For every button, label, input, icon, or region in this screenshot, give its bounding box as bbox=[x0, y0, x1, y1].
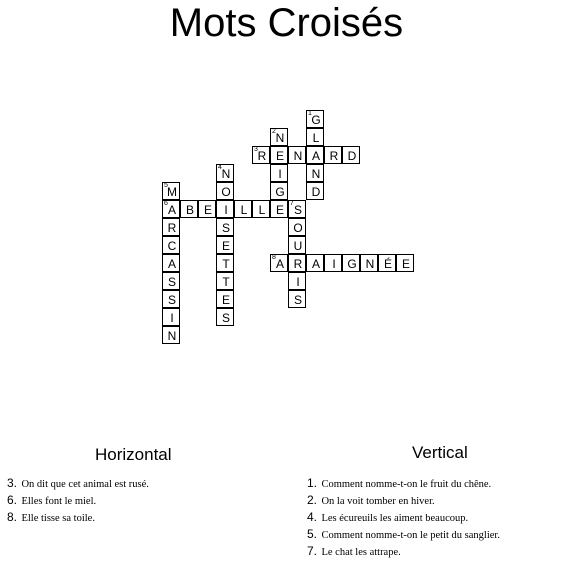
grid-cell[interactable] bbox=[288, 218, 306, 236]
cell-letter: S bbox=[221, 311, 230, 325]
clue-text: Le chat les attrape. bbox=[321, 547, 401, 558]
clue-number-label: 4 bbox=[218, 164, 222, 171]
grid-cell[interactable] bbox=[270, 182, 288, 200]
grid-cell[interactable] bbox=[288, 272, 306, 290]
across-clue bbox=[7, 491, 149, 508]
grid-cell[interactable] bbox=[306, 146, 324, 164]
grid-cell[interactable] bbox=[252, 200, 270, 218]
cell-letter: S bbox=[167, 293, 176, 307]
cell-letter: A bbox=[167, 257, 176, 271]
cell-letter: O bbox=[221, 185, 231, 199]
down-clue-list bbox=[307, 474, 500, 559]
grid-cell[interactable] bbox=[288, 254, 306, 272]
clue-number-label: 5 bbox=[164, 182, 168, 189]
grid-cell[interactable] bbox=[216, 308, 234, 326]
clue-number-label: 3 bbox=[254, 146, 258, 153]
cell-letter: U bbox=[293, 239, 303, 253]
grid-cell[interactable] bbox=[162, 200, 180, 218]
down-clue bbox=[307, 491, 500, 508]
clue-number: 6. bbox=[7, 493, 18, 507]
clue-number-label: 6 bbox=[164, 200, 168, 207]
clue-text: Elle tisse sa toile. bbox=[21, 513, 95, 524]
cell-letter: A bbox=[167, 203, 176, 217]
puzzle-title: Mots Croisés bbox=[169, 1, 404, 45]
grid-cell[interactable] bbox=[306, 254, 324, 272]
cell-letter: T bbox=[222, 275, 230, 289]
grid-cell[interactable] bbox=[342, 146, 360, 164]
cell-letter: I bbox=[332, 257, 336, 271]
clue-number: 8. bbox=[7, 510, 18, 524]
grid-cell[interactable] bbox=[162, 182, 180, 200]
cell-letter: C bbox=[167, 239, 177, 253]
grid-cell[interactable] bbox=[288, 200, 306, 218]
grid-cell[interactable] bbox=[162, 326, 180, 344]
grid-cell[interactable] bbox=[216, 182, 234, 200]
cell-letter: I bbox=[170, 311, 174, 325]
grid-cell[interactable] bbox=[324, 146, 342, 164]
clue-number-label: 7 bbox=[290, 200, 294, 207]
clue-text: On la voit tomber en hiver. bbox=[321, 496, 435, 507]
cell-letter: S bbox=[293, 293, 302, 307]
grid-cell[interactable] bbox=[216, 290, 234, 308]
grid-cell[interactable] bbox=[270, 128, 288, 146]
cell-letter: E bbox=[401, 257, 410, 271]
clue-text: On dit que cet animal est rusé. bbox=[21, 479, 149, 490]
cell-letter: S bbox=[293, 203, 302, 217]
cell-letter: A bbox=[311, 257, 320, 271]
cell-letter: L bbox=[240, 203, 248, 217]
down-clue bbox=[307, 474, 500, 491]
grid-cell[interactable] bbox=[162, 290, 180, 308]
grid-cell[interactable] bbox=[162, 308, 180, 326]
grid-cell[interactable] bbox=[378, 254, 396, 272]
grid-cell[interactable] bbox=[216, 236, 234, 254]
grid-cell[interactable] bbox=[306, 128, 324, 146]
clue-number: 5. bbox=[307, 527, 318, 541]
across-heading: Horizontal bbox=[95, 445, 172, 464]
across-clue bbox=[7, 508, 149, 525]
grid-cell[interactable] bbox=[216, 200, 234, 218]
grid-cell[interactable] bbox=[234, 200, 252, 218]
grid-cell[interactable] bbox=[288, 236, 306, 254]
clue-number-label: 1 bbox=[308, 110, 312, 117]
grid-cell[interactable] bbox=[162, 254, 180, 272]
cell-letter: O bbox=[293, 221, 303, 235]
grid-cell[interactable] bbox=[162, 272, 180, 290]
cell-letter: S bbox=[221, 221, 230, 235]
cell-letter: L bbox=[312, 131, 320, 145]
cell-letter: G bbox=[275, 185, 285, 199]
cell-letter: S bbox=[167, 275, 176, 289]
grid-cell[interactable] bbox=[216, 272, 234, 290]
grid-cell[interactable] bbox=[180, 200, 198, 218]
cell-letter: E bbox=[221, 239, 230, 253]
cell-letter: N bbox=[167, 329, 177, 343]
cell-letter: I bbox=[278, 167, 282, 181]
grid-cell[interactable] bbox=[252, 146, 270, 164]
across-clue bbox=[7, 474, 149, 491]
across-clue-list bbox=[7, 474, 149, 525]
grid-cell[interactable] bbox=[306, 182, 324, 200]
clue-text: Comment nomme-t-on le fruit du chêne. bbox=[321, 479, 492, 490]
cell-letter: B bbox=[185, 203, 194, 217]
cell-letter: N bbox=[365, 257, 375, 271]
grid-cell[interactable] bbox=[288, 146, 306, 164]
cell-letter: N bbox=[293, 149, 303, 163]
cell-letter: N bbox=[275, 131, 285, 145]
grid-cell[interactable] bbox=[360, 254, 378, 272]
down-heading: Vertical bbox=[412, 443, 468, 462]
down-clue bbox=[307, 542, 500, 559]
grid-cell[interactable] bbox=[270, 254, 288, 272]
cell-letter: E bbox=[275, 203, 284, 217]
grid-cell[interactable] bbox=[306, 164, 324, 182]
grid-cell[interactable] bbox=[288, 290, 306, 308]
grid-cell[interactable] bbox=[216, 164, 234, 182]
clue-text: Les écureuils les aiment beaucoup. bbox=[321, 513, 469, 524]
cell-letter: I bbox=[296, 275, 300, 289]
clue-number: 3. bbox=[7, 476, 18, 490]
grid-cell[interactable] bbox=[198, 200, 216, 218]
grid-cell[interactable] bbox=[270, 164, 288, 182]
cell-letter: T bbox=[222, 257, 230, 271]
grid-cell[interactable] bbox=[162, 218, 180, 236]
clue-number: 1. bbox=[307, 476, 318, 490]
cell-letter: I bbox=[224, 203, 228, 217]
cell-letter: A bbox=[311, 149, 320, 163]
grid-cell[interactable] bbox=[342, 254, 360, 272]
grid-cell[interactable] bbox=[162, 236, 180, 254]
cell-letter: E bbox=[221, 293, 230, 307]
cell-letter: N bbox=[311, 167, 321, 181]
clue-text: Comment nomme-t-on le petit du sanglier. bbox=[321, 530, 500, 541]
grid-cell[interactable] bbox=[270, 146, 288, 164]
cell-letter: D bbox=[311, 185, 321, 199]
cell-letter: D bbox=[347, 149, 357, 163]
cell-letter: N bbox=[221, 167, 231, 181]
cell-letter: R bbox=[167, 221, 177, 235]
clue-number-label: 2 bbox=[272, 128, 276, 135]
grid-cell[interactable] bbox=[306, 110, 324, 128]
cell-letter: G bbox=[347, 257, 357, 271]
cell-letter: L bbox=[258, 203, 266, 217]
cell-letter: E bbox=[203, 203, 212, 217]
clue-number: 7. bbox=[307, 544, 318, 558]
cell-letter: R bbox=[329, 149, 339, 163]
grid-cell[interactable] bbox=[270, 200, 288, 218]
cell-letter: R bbox=[293, 257, 303, 271]
down-clue bbox=[307, 508, 500, 525]
grid-cell[interactable] bbox=[324, 254, 342, 272]
cell-letter: M bbox=[167, 185, 177, 199]
cell-letter: G bbox=[311, 113, 321, 127]
cell-letter: E bbox=[275, 149, 284, 163]
grid-cell[interactable] bbox=[216, 254, 234, 272]
grid-cell[interactable] bbox=[216, 218, 234, 236]
cell-letter: É bbox=[383, 257, 392, 271]
grid-cell[interactable] bbox=[396, 254, 414, 272]
clue-number-label: 8 bbox=[272, 254, 276, 261]
clue-number: 4. bbox=[307, 510, 318, 524]
down-clue bbox=[307, 525, 500, 542]
cell-letter: R bbox=[257, 149, 267, 163]
cell-letter: A bbox=[275, 257, 284, 271]
clue-number: 2. bbox=[307, 493, 318, 507]
clue-text: Elles font le miel. bbox=[21, 496, 97, 507]
